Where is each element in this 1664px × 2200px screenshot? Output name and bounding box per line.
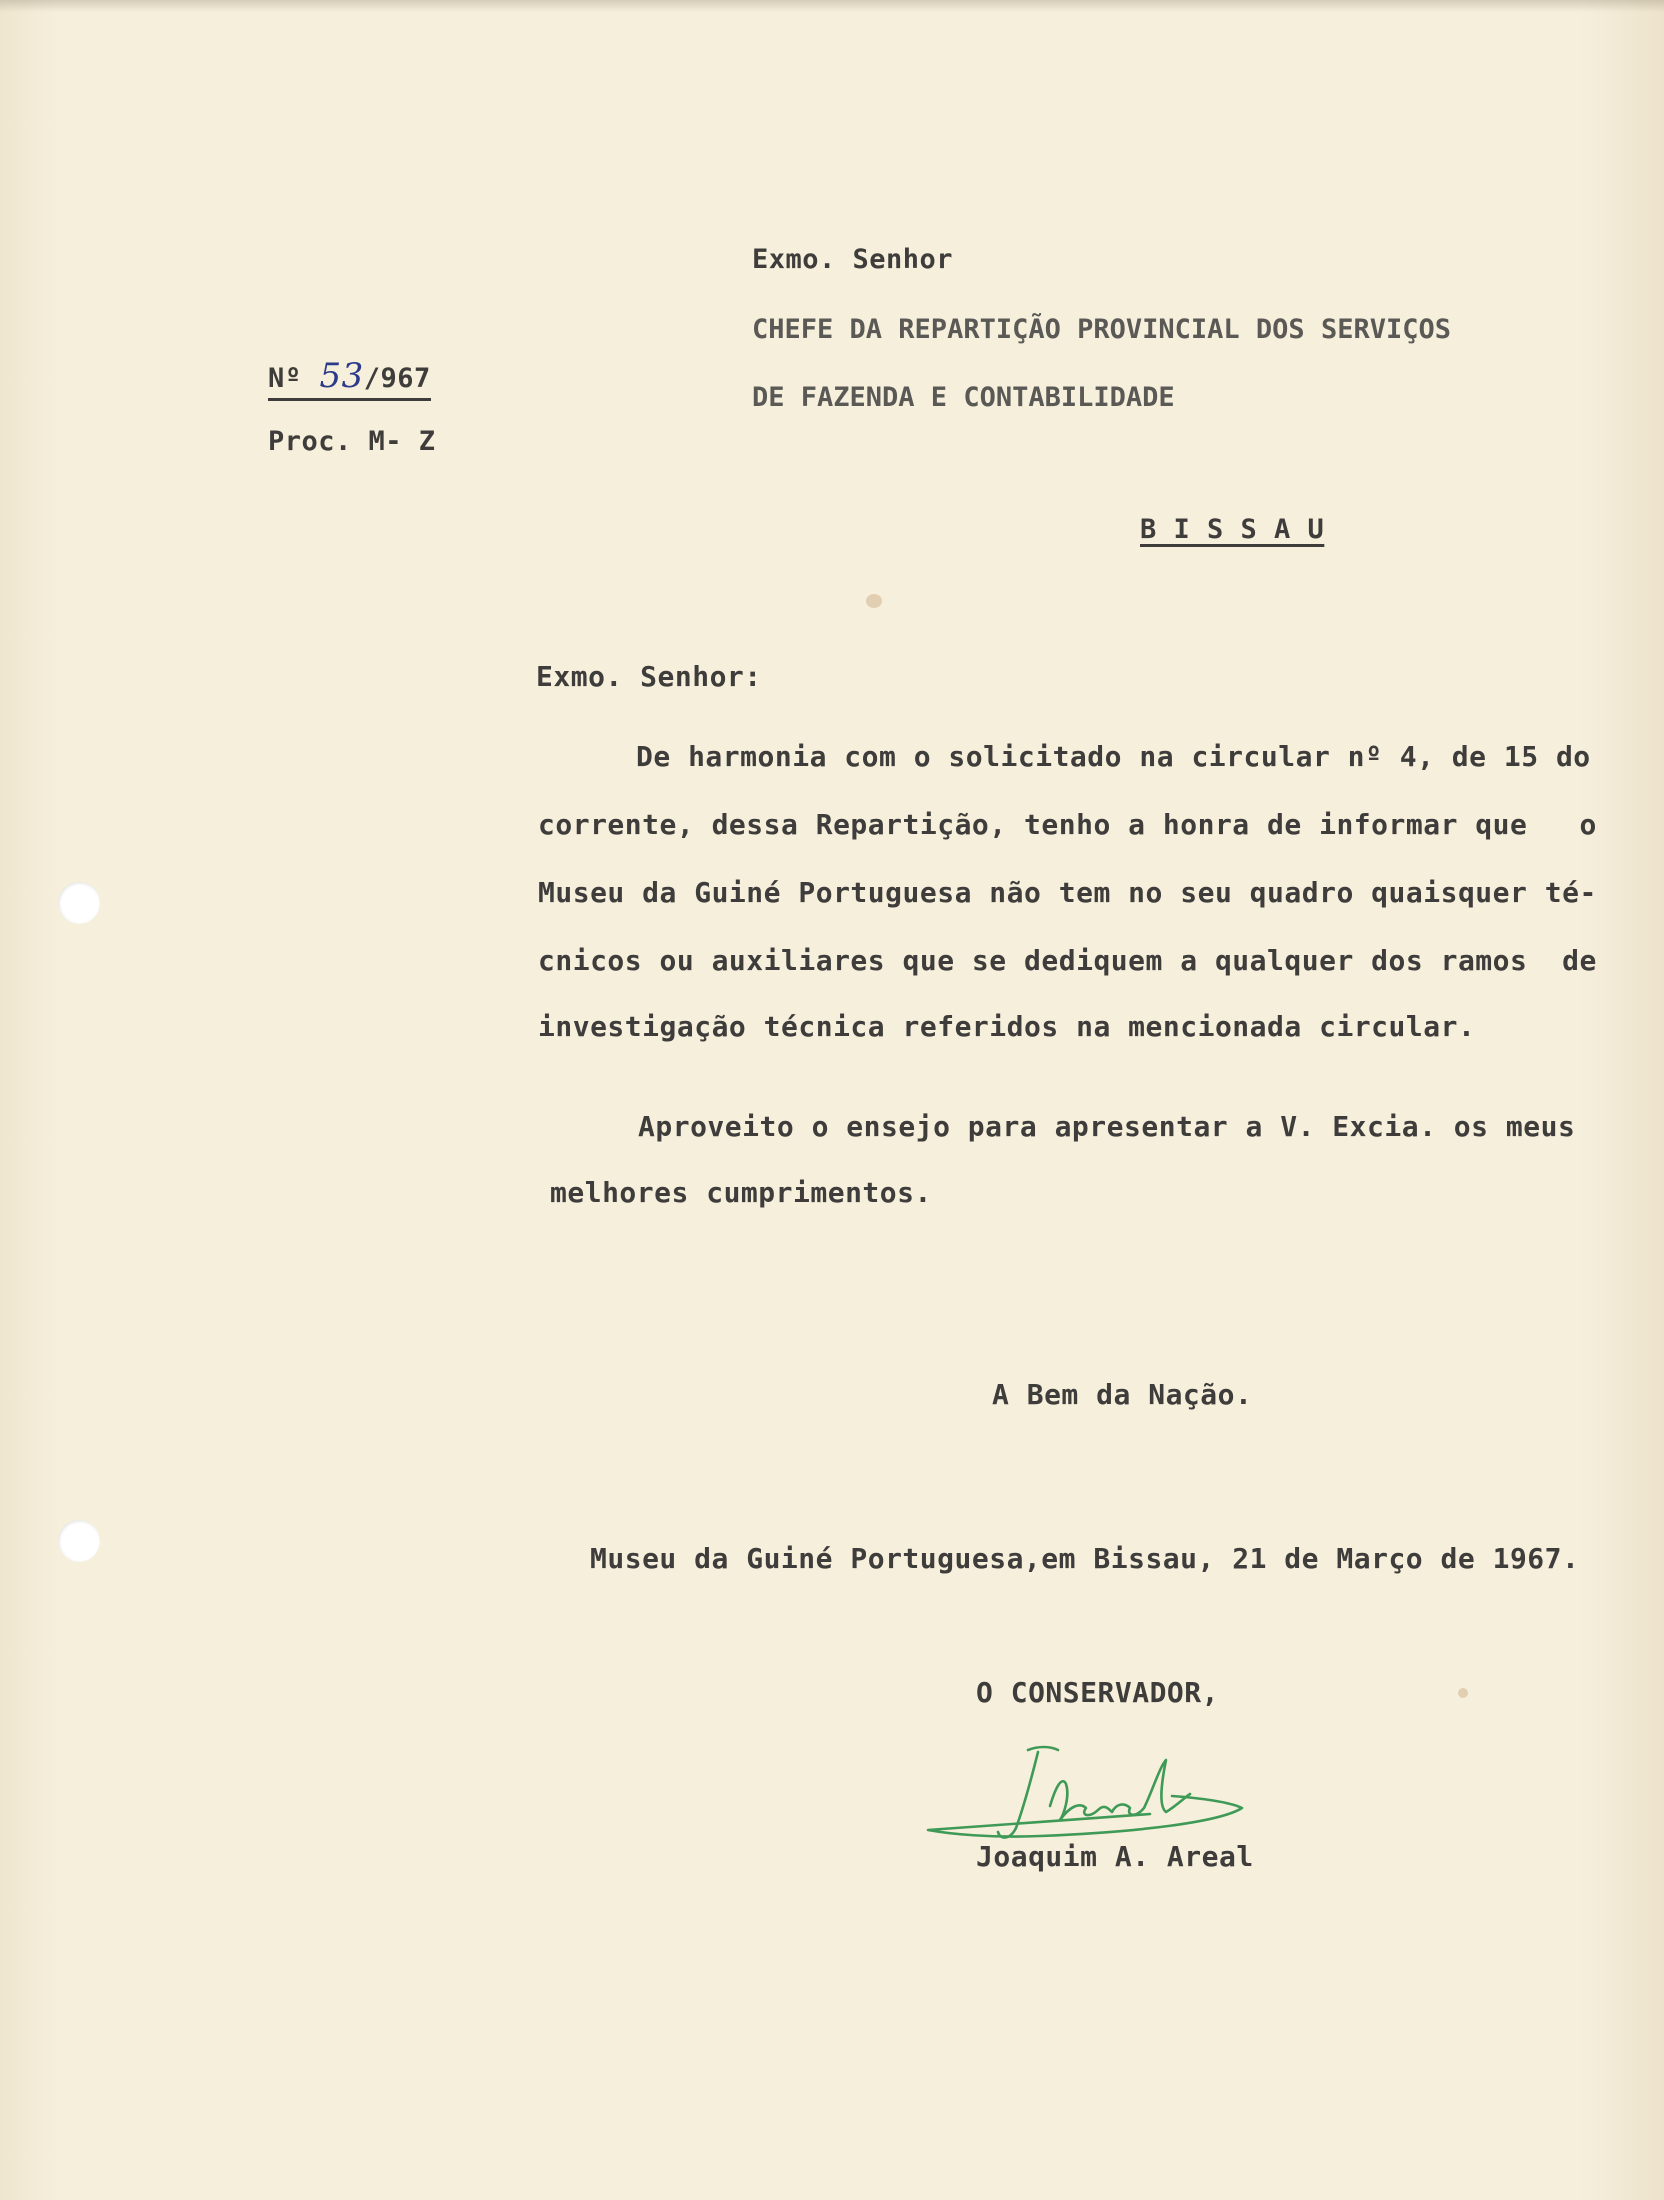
body-line: De harmonia com o solicitado na circular nº 4, de 15 do	[636, 740, 1591, 773]
signatory-title: O CONSERVADOR,	[976, 1676, 1220, 1709]
paper-stain	[1458, 1688, 1468, 1698]
punch-hole-top	[58, 882, 100, 924]
closing-line: melhores cumprimentos.	[550, 1176, 932, 1209]
addressee-salutation: Exmo. Senhor	[752, 244, 954, 275]
process-reference: Proc. M- Z	[268, 426, 436, 457]
reference-number	[268, 356, 431, 401]
paper-top-edge	[0, 0, 1664, 12]
closing-line: Aproveito o ensejo para apresentar a V. Excia. os meus	[638, 1110, 1576, 1143]
signatory-name: Joaquim A. Areal	[976, 1840, 1254, 1873]
body-line: corrente, dessa Repartição, tenho a honra de informar que o	[538, 808, 1597, 841]
addressee-title-line-1: CHEFE DA REPARTIÇÃO PROVINCIAL DOS SERVIÇOS	[752, 314, 1451, 345]
motto: A Bem da Nação.	[992, 1378, 1253, 1411]
reference-number-suffix: /967	[363, 363, 431, 394]
body-line: Museu da Guiné Portuguesa não tem no seu quadro quaisquer té-	[538, 876, 1597, 909]
reference-number-prefix: Nº	[268, 363, 302, 394]
body-line: cnicos ou auxiliares que se dediquem a qualquer dos ramos de	[538, 944, 1597, 977]
place-and-date: Museu da Guiné Portuguesa,em Bissau, 21 de Março de 1967.	[590, 1542, 1580, 1575]
addressee-title-line-2: DE FAZENDA E CONTABILIDADE	[752, 382, 1175, 413]
punch-hole-bottom	[58, 1520, 100, 1562]
body-line: investigação técnica referidos na mencionada circular.	[538, 1010, 1476, 1043]
greeting: Exmo. Senhor:	[536, 660, 762, 693]
addressee-city: B I S S A U	[1140, 514, 1325, 545]
paper-stain	[866, 594, 882, 608]
reference-number-handwritten: 53	[319, 356, 364, 396]
signature	[920, 1736, 1260, 1846]
